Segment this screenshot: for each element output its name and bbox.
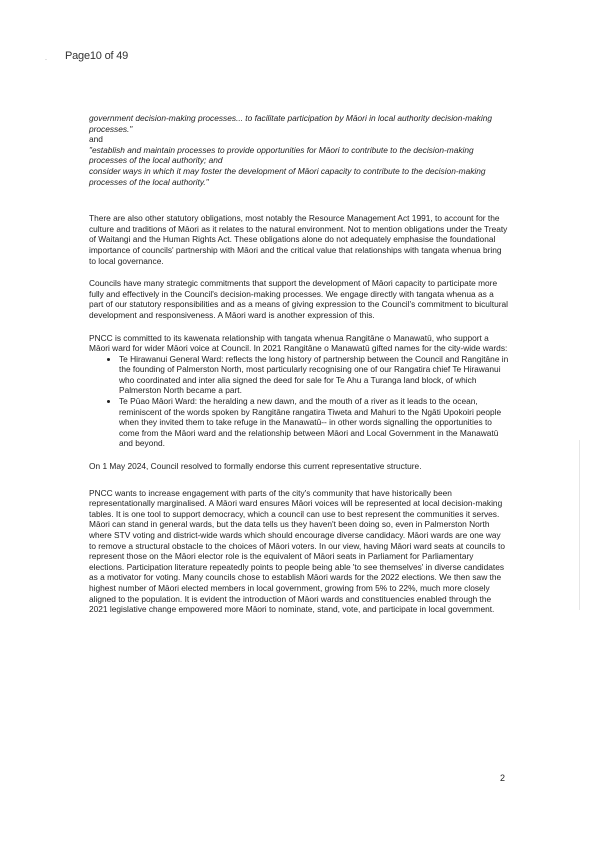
document-body	[89, 113, 509, 615]
strategic-commitments-paragraph: Councils have many strategic commitments that support the development of Māori capacity to participate more fully and effectively in the Council's decision-making processes. We engage directly with tangata whenua as a part of our statutory responsibilities and as a means of giving expression to the Council's commitment to bicultural development and responsiveness. A Māori ward is another expression of this.	[89, 278, 508, 320]
quote-paragraph: government decision-making processes... to facilitate participation by Māori in local authority decision-making processes."	[89, 113, 493, 134]
statutory-obligations-paragraph: There are also other statutory obligations, most notably the Resource Management Act 1991, to account for the culture and traditions of Māori as it relates to the natural environment. Not to mention obligations under the Treaty of Waitangi and the Human Rights Act. These obligations alone do not adequately emphasise the foundational importance of councils' partnership with Māori and the critical value that relationships with tangata whenua bring to local governance.	[89, 213, 508, 266]
margin-rule	[579, 440, 580, 610]
list-item: • Te Hirawanui General Ward: reflects the long history of partnership between the Council and Rangitāne in the founding of Palmerston North, most particularly recognising one of our Rangatira chief Te Hirawanui who coordinated and inter alia signed the deed for sale for Te Ahu a Turanga land block, of which Palmerston North became a part.	[119, 354, 509, 396]
ward-names-list	[89, 354, 509, 449]
conjunction-text: and	[89, 134, 103, 145]
page-label: Page10 of 49	[65, 50, 129, 62]
engagement-paragraph: PNCC wants to increase engagement with parts of the city's community that have historically been representationally marginalised. A Māori ward ensures Māori voices will be represented at local decision-making tables. It is one tool to support democracy, which a council can use to best represent the communities it serves. Māori can stand in general wards, but the data tells us they haven't been doing so, even in Palmerston North where STV voting and district-wide wards which should encourage diverse candidacy. Māori wards are one way to remove a structural obstacle to the choices of Māori voters. In our view, having Māori ward seats at councils to represent those on the Māori elector role is the equivalent of Māori seats in Parliament for Parliamentary elections. Participation literature repeatedly points to people being able 'to see themselves' in diverse candidates as a motivator for voting. Many councils chose to establish Māori wards for the 2022 elections. We then saw the highest number of Māori elected members in local government, growing from 5% to 22%, much more closely aligned to the population. It is evident the introduction of Māori wards and constituencies enabled through the 2021 legislative change empowered more Māori to nominate, stand, vote, and participate in local government.	[89, 487, 505, 615]
quote-paragraph: "establish and maintain processes to provide opportunities for Māori to contribute to the decision-making processes of the local authority; and	[89, 144, 474, 166]
quote-paragraph: consider ways in which it may foster the development of Māori capacity to contribute to the decision-making processes of the local authority."	[89, 165, 486, 187]
list-item: • Te Pūao Māori Ward: the heralding a new dawn, and the mouth of a river as it leads to the ocean, reminiscent of the words spoken by Rangitāne rangatira Tiweta and Mahuri to the Ngāti Upokoiri people when they invited them to take refuge in the Manawatū-- in other words signalling the opportunities to come from the Māori ward and the relationship between Māori and Local Government in the Manawatū and beyond.	[119, 396, 509, 449]
page-number: 2	[500, 773, 506, 783]
kawenata-paragraph: PNCC is committed to its kawenata relationship with tangata whenua Rangitāne o Manawatū, who support a Māori ward for wider Māori voice at Council. In 2021 Rangitāne o Manawatū gifted names for the city-wide wards:	[89, 332, 508, 354]
stray-mark: ·	[45, 57, 47, 63]
resolution-paragraph: On 1 May 2024, Council resolved to formally endorse this current representative structure.	[89, 461, 422, 472]
